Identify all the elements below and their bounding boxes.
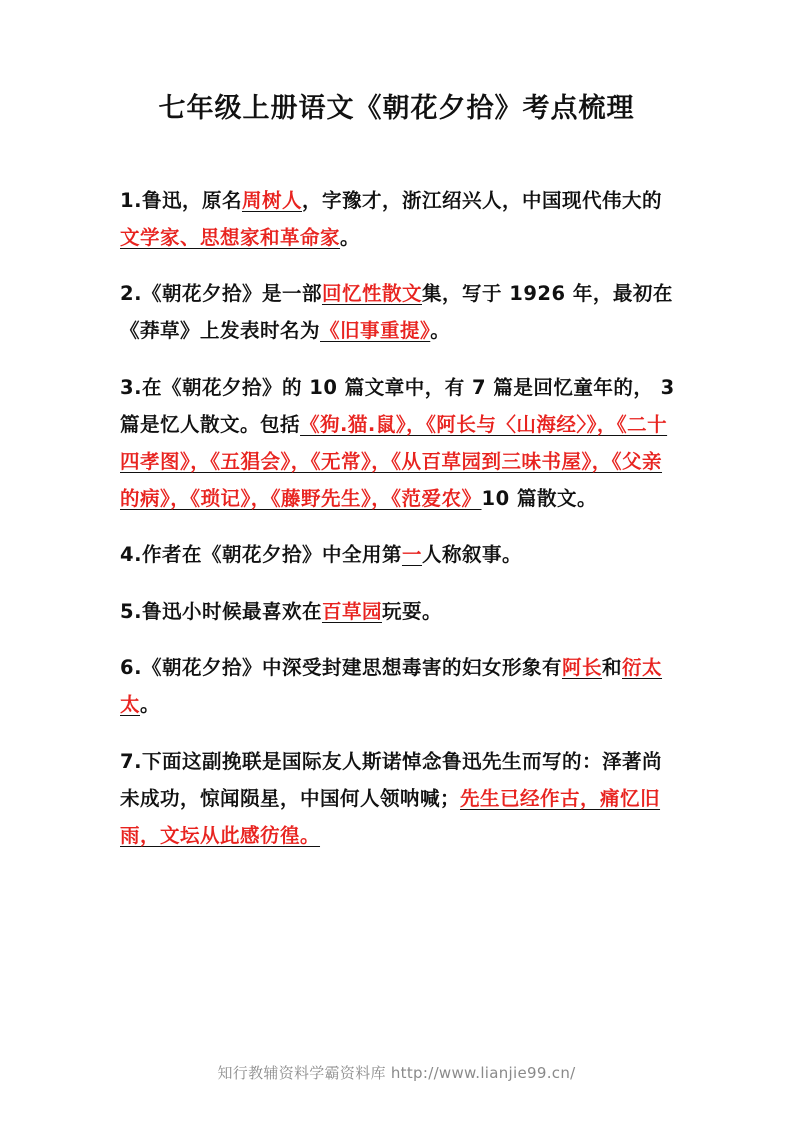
list-item	[120, 182, 675, 256]
answer-text: 一	[401, 543, 422, 566]
list-item	[120, 649, 675, 723]
answer-text: 先生已经作古，痛忆旧雨，文坛从此感彷徨。	[120, 786, 661, 847]
question-text: 7.下面这副挽联是国际友人斯诺悼念鲁迅先生而写的：泽著尚未成功，惊闻陨星，中国何人领呐喊；	[120, 749, 662, 810]
question-text: 集，写于 1926 年，最初在《莽草》上发表时名为	[120, 282, 673, 342]
question-text: 5.鲁迅小时候最喜欢在	[120, 599, 322, 623]
answer-text: 阿长	[561, 656, 602, 679]
question-text: 和	[602, 656, 623, 679]
list-item	[120, 743, 675, 854]
question-text: 。	[340, 225, 361, 249]
page-title: 七年级上册语文《朝花夕拾》考点梳理	[158, 93, 635, 124]
question-text: 玩耍。	[382, 599, 443, 623]
question-text: 人称叙事。	[422, 543, 523, 566]
question-text: 3.在《朝花夕拾》的 10 篇文章中，有 7 篇是回忆童年的， 3 篇是忆人散文。包括	[120, 375, 675, 436]
question-text: 4.作者在《朝花夕拾》中全用第	[120, 543, 402, 566]
list-item	[120, 275, 675, 349]
question-text: 。	[140, 693, 161, 716]
question-text: 2.《朝花夕拾》是一部	[120, 282, 322, 305]
question-text: ，字豫才，浙江绍兴人，中国现代伟大的	[302, 188, 663, 212]
answer-text: 回忆性散文	[321, 282, 422, 305]
question-text: 6.《朝花夕拾》中深受封建思想毒害的妇女形象有	[120, 656, 562, 679]
question-text: 10 篇散文。	[481, 486, 597, 510]
answer-text: 文学家、思想家和革命家	[120, 225, 341, 249]
list-item	[120, 593, 675, 630]
answer-text: 周树人	[241, 188, 302, 212]
answer-text: 《狗.猫.鼠》，《阿长与〈山海经〉》，《二十四孝图》，《五猖会》，《无常》，《从百草园到三味书屋》，《父亲的病》，《琐记》，《藤野先生》，《范爱农》	[120, 412, 668, 510]
answer-text: 衍太太	[120, 656, 663, 716]
answer-text: 《旧事重提》	[320, 319, 431, 342]
question-text: 。	[430, 319, 451, 342]
answer-text: 百草园	[321, 599, 382, 623]
list-item	[120, 369, 675, 517]
footer-watermark: 知行教辅资料学霸资料库 http://www.lianjie99.cn/	[217, 1064, 576, 1082]
question-list	[120, 162, 675, 873]
list-item	[120, 536, 675, 573]
question-text: 1.鲁迅，原名	[120, 188, 242, 212]
